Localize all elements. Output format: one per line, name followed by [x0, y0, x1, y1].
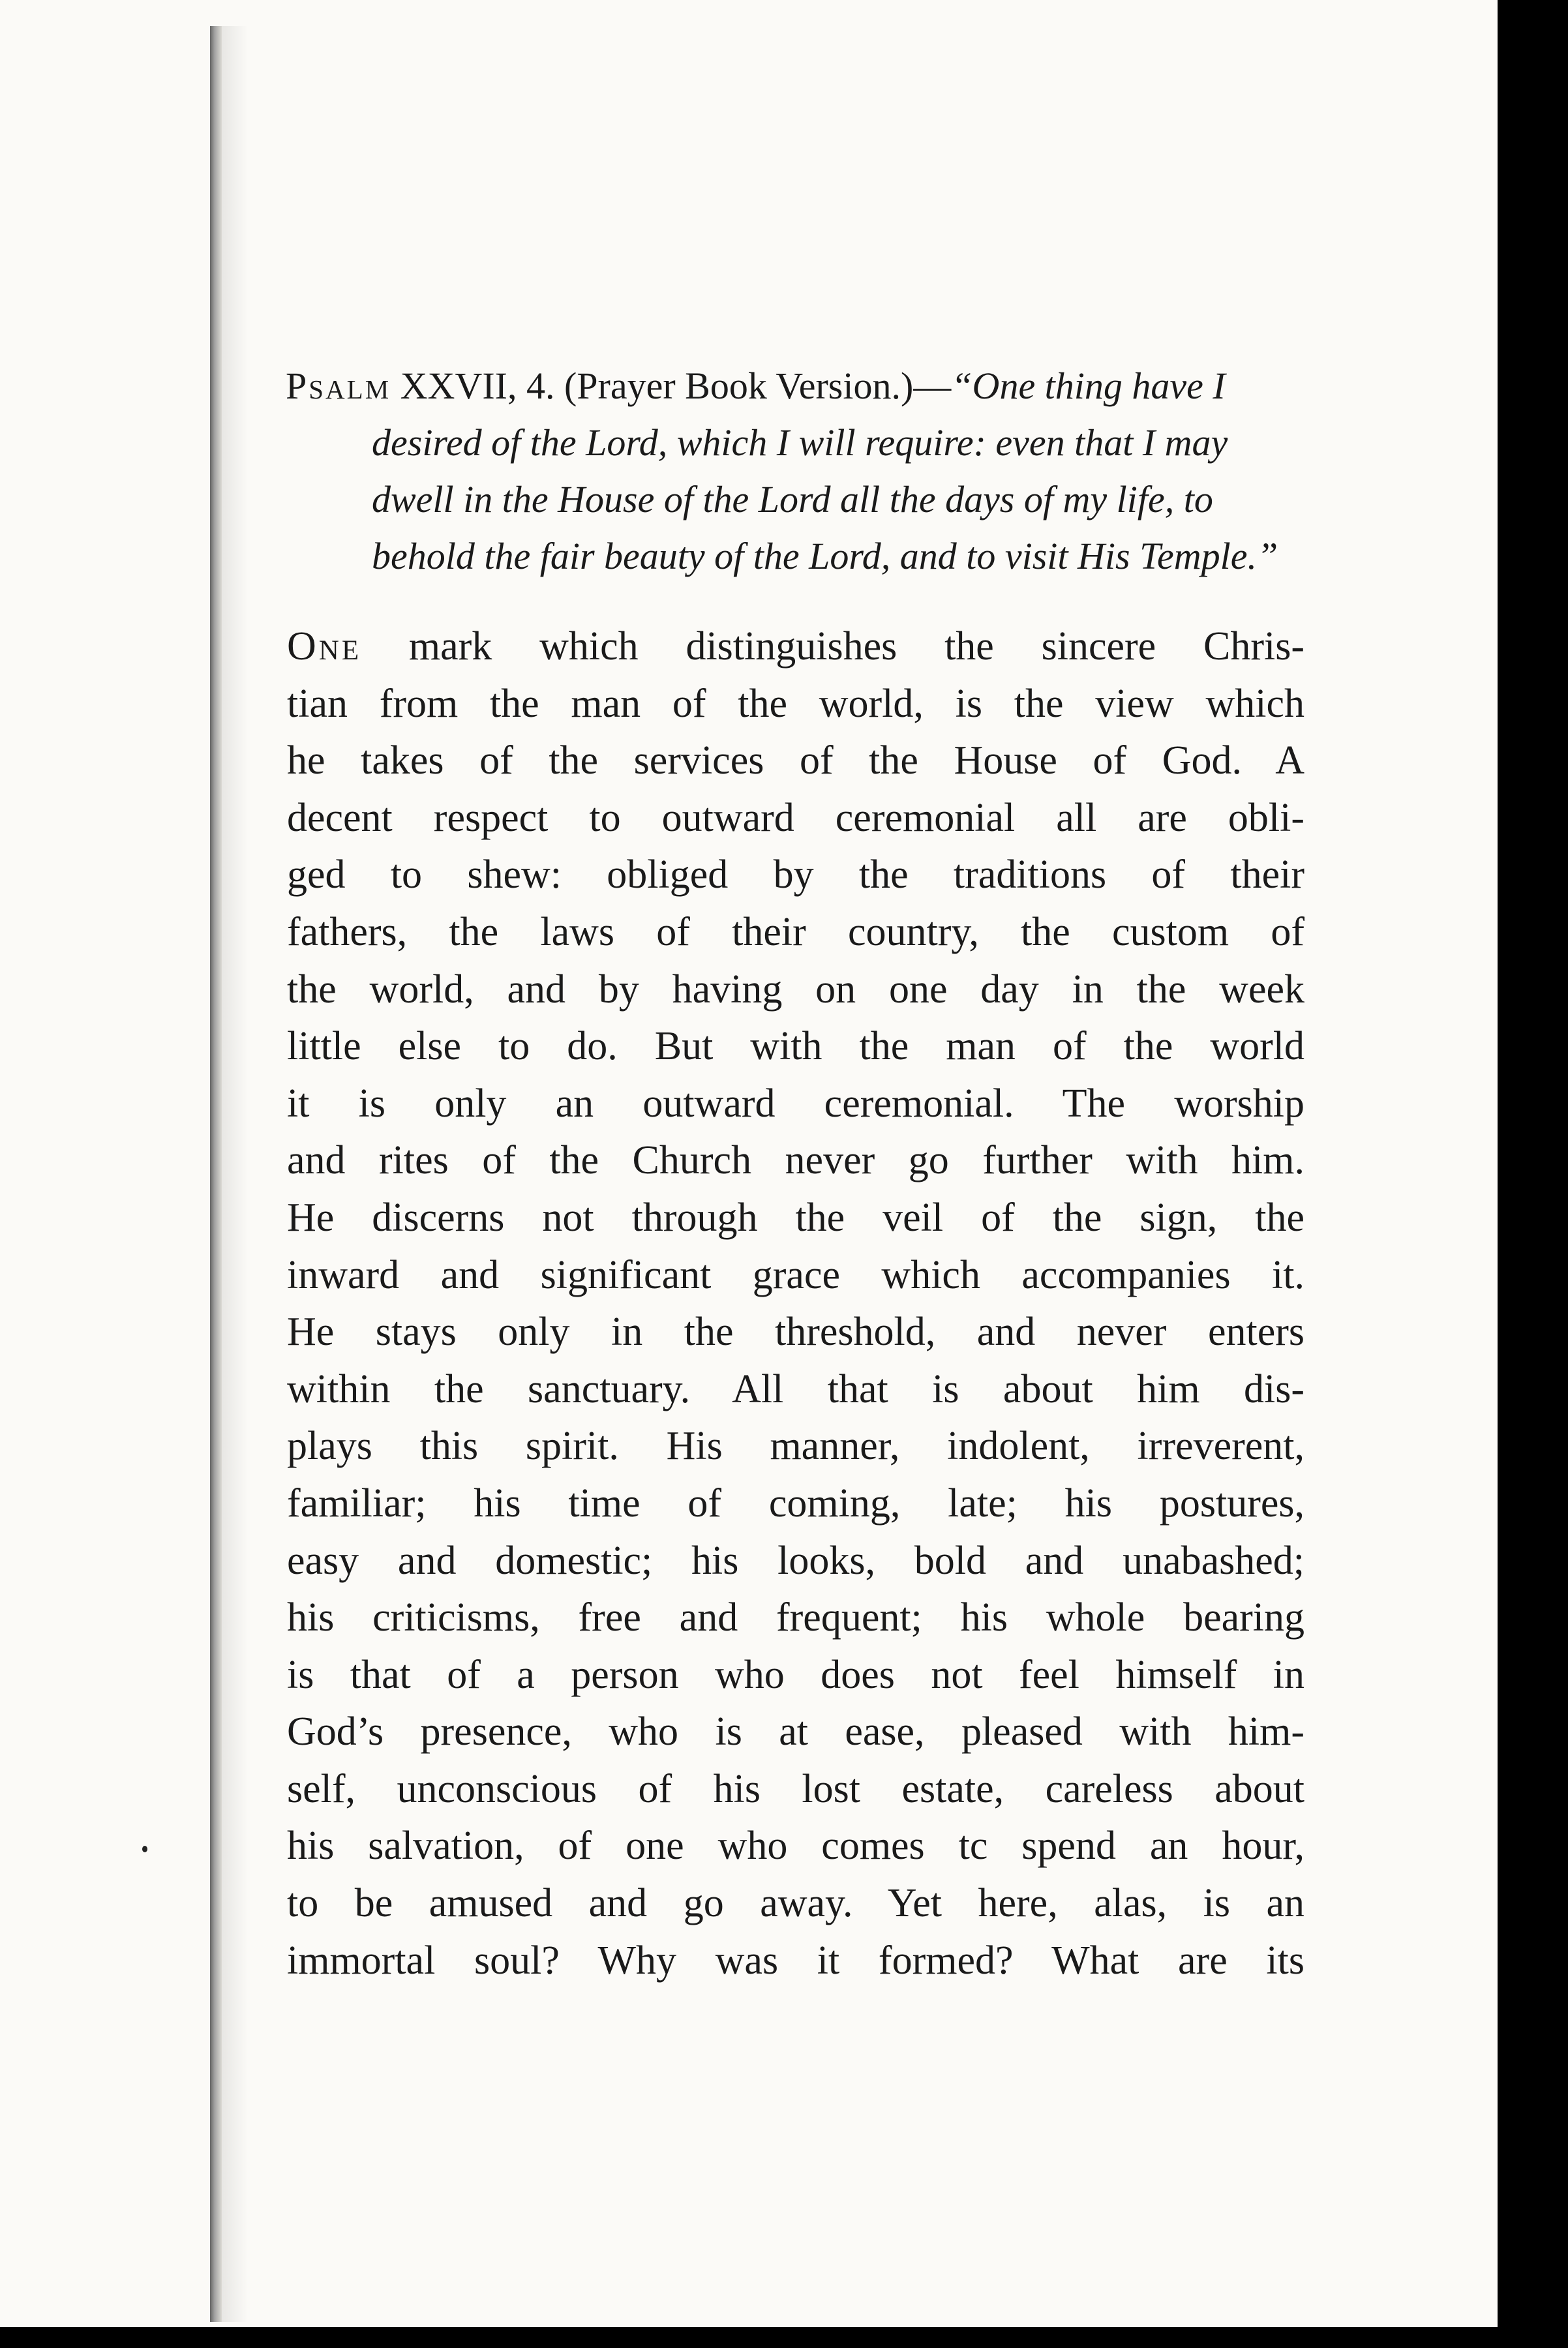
body-line: plays this spirit. His manner, indolent, irreverent, — [287, 1424, 1304, 1469]
body-line: it is only an outward ceremonial. The worship — [287, 1081, 1304, 1126]
page-binding-shadow — [222, 26, 248, 2322]
opening-word: One — [287, 624, 362, 669]
body-line: One mark which distinguishes the sincere Chris- — [287, 624, 1304, 669]
body-line: he takes of the services of the House of God. A — [287, 738, 1304, 783]
body-line: He stays only in the threshold, and never enters — [287, 1310, 1304, 1355]
text-block — [287, 357, 1304, 1989]
body-line: tian from the man of the world, is the view which — [287, 681, 1304, 726]
epigraph — [286, 357, 1304, 584]
body-line: fathers, the laws of their country, the custom of — [287, 909, 1304, 954]
body-text — [287, 618, 1304, 1989]
body-line: familiar; his time of coming, late; his postures, — [287, 1481, 1304, 1526]
epigraph-reference: XXVII, 4. (Prayer Book Version.)— — [400, 365, 952, 407]
body-line: little else to do. But with the man of the world — [287, 1024, 1304, 1069]
body-line: inward and significant grace which accompanies it. — [287, 1252, 1304, 1297]
body-line: his criticisms, free and frequent; his whole bearing — [287, 1595, 1304, 1640]
body-line: within the sanctuary. All that is about him dis- — [287, 1366, 1304, 1411]
body-line: to be amused and go away. Yet here, alas, is an — [287, 1881, 1304, 1926]
body-line: is that of a person who does not feel himself in — [287, 1652, 1304, 1697]
page-binding-edge — [210, 26, 222, 2322]
epigraph-quote: “One thing have I desired of the Lord, which I will require: even that I may dwell in the House of the Lord all the days of my life, to behold the fair beauty of the Lord, and to visit His Temple.” — [372, 365, 1278, 577]
body-line: the world, and by having on one day in the week — [287, 967, 1304, 1012]
body-line: God’s presence, who is at ease, pleased with him- — [287, 1709, 1304, 1754]
epigraph-reference-label: Psalm — [286, 365, 391, 407]
body-line: He discerns not through the veil of the sign, the — [287, 1195, 1304, 1240]
ink-speck — [142, 1846, 147, 1852]
body-line: immortal soul? Why was it formed? What are its — [287, 1938, 1304, 1983]
body-line: ged to shew: obliged by the traditions of their — [287, 852, 1304, 897]
body-line: easy and domestic; his looks, bold and unabashed; — [287, 1538, 1304, 1583]
body-line: his salvation, of one who comes tc spend an hour, — [287, 1824, 1304, 1869]
body-line: and rites of the Church never go further with him. — [287, 1138, 1304, 1183]
body-line: decent respect to outward ceremonial all are obli- — [287, 795, 1304, 840]
body-line: self, unconscious of his lost estate, careless about — [287, 1766, 1304, 1811]
